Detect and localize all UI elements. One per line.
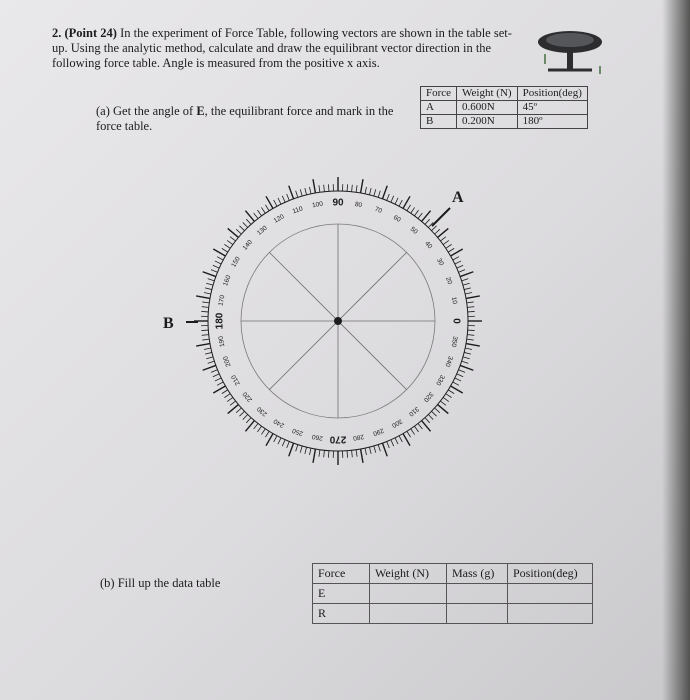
dial-tick (211, 370, 217, 373)
dial-tick (395, 198, 398, 204)
dial-tick (204, 348, 211, 349)
dial-tick (319, 185, 320, 192)
dial-tick (196, 296, 210, 298)
dial-tick (451, 386, 463, 393)
dial-tick (428, 415, 433, 420)
cell-mass[interactable] (447, 604, 508, 624)
dial-tick (261, 429, 265, 435)
dial-tick-label: 120 (272, 213, 286, 225)
dial-tick (254, 423, 258, 429)
dial-tick (239, 411, 244, 416)
cell-force: B (421, 115, 457, 129)
dial-tick (418, 213, 422, 219)
dial-tick (208, 361, 215, 363)
dial-tick (387, 442, 390, 448)
dial-tick-label: 140 (241, 238, 254, 252)
dial-tick (411, 429, 415, 435)
question-points: (Point 24) (64, 26, 117, 40)
dial-tick-label: 130 (255, 224, 269, 237)
dial-tick (296, 191, 298, 198)
dial-tick (455, 378, 461, 381)
dial-tick (204, 293, 211, 294)
dial-tick (266, 196, 273, 208)
dial-tick (274, 200, 277, 206)
dial-tick (222, 390, 228, 394)
vector-b-arrow (163, 315, 198, 332)
dial-tick-label: 200 (222, 354, 233, 368)
dial-tick (369, 447, 371, 454)
dial-tick (435, 229, 440, 234)
dial-tick (403, 196, 410, 208)
header-weight: Weight (N) (457, 87, 518, 101)
dial-tick (382, 443, 387, 456)
dial-tick (230, 401, 236, 405)
dial-tick (467, 307, 474, 308)
dial-tick (324, 450, 325, 457)
dial-tick-label: 350 (449, 335, 459, 348)
part-b: (b) Fill up the data table (100, 576, 221, 590)
dial-tick (282, 440, 285, 446)
dial-tick-label: 10 (449, 296, 459, 305)
dial-tick (213, 374, 219, 377)
dial-tick (448, 390, 454, 394)
cell-weight: 0.600N (457, 101, 518, 115)
dial-tick (365, 187, 366, 194)
dial-tick (208, 279, 215, 281)
dial-tick (467, 302, 474, 303)
force-table-apparatus-icon (538, 31, 602, 74)
dial-tick (305, 447, 307, 454)
dial-tick-label: 230 (255, 405, 269, 418)
dial-tick-label: 310 (407, 405, 421, 418)
dial-tick (265, 205, 269, 211)
dial-tick (313, 449, 315, 463)
dial-tick (289, 443, 294, 456)
part-a-bold: E (196, 104, 205, 118)
dial-tick (457, 374, 463, 377)
dial-tick (196, 344, 210, 346)
part-a-prefix: (a) Get the angle of (96, 104, 197, 118)
part-a-suffix: , the equilibrant force and mark in the force table. (96, 104, 394, 133)
vector-a-arrow (432, 189, 464, 226)
dial-tick (217, 257, 223, 260)
dial-tick (222, 248, 228, 252)
dial-tick-label: 260 (311, 432, 324, 442)
dial-tick (274, 436, 277, 442)
dial-tick (432, 226, 437, 231)
dial-tick (446, 394, 452, 398)
dial-tick (378, 191, 380, 198)
dial-tick (414, 426, 418, 432)
dial-tick-label: 190 (217, 335, 227, 348)
dial-tick (206, 357, 213, 359)
dial-tick (462, 361, 469, 363)
dial-tick (224, 244, 230, 248)
dial-tick-label: 150 (230, 255, 242, 269)
dial-tick (465, 348, 472, 349)
dial-tick (296, 445, 298, 452)
header-mass: Mass (g) (447, 564, 508, 584)
cell-weight[interactable] (370, 584, 447, 604)
dial-tick (227, 240, 233, 244)
dial-tick (213, 386, 225, 393)
dial-tick (407, 205, 411, 211)
dial-tick (202, 307, 209, 308)
dial-tick (453, 382, 459, 385)
dial-tick (265, 431, 269, 437)
dial-tick (460, 272, 473, 277)
dial-tick (211, 270, 217, 273)
dial-tick-label: 180 (214, 312, 226, 330)
dial-tick (205, 352, 212, 354)
dial-tick-label: 80 (354, 200, 363, 210)
dial-tick (202, 339, 209, 340)
dial-tick (425, 219, 430, 224)
dial-tick (305, 188, 307, 195)
dial-tick (361, 179, 363, 193)
dial-tick (206, 283, 213, 285)
dial-tick (395, 438, 398, 444)
dial-tick-label: 210 (230, 373, 242, 387)
dial-tick (399, 200, 402, 206)
dial-tick (205, 288, 212, 290)
dial-tick-label: 90 (332, 197, 344, 209)
dial-tick (455, 261, 461, 264)
dial-tick (378, 445, 380, 452)
cell-position[interactable] (508, 584, 593, 604)
center-ring-icon (334, 317, 342, 325)
dial-tick (443, 240, 449, 244)
dial-tick (230, 237, 236, 241)
dial-tick (432, 411, 437, 416)
dial-tick (287, 442, 290, 448)
dial-tick (287, 194, 290, 200)
dial-tick-label: 280 (352, 432, 365, 442)
dial-tick (459, 370, 465, 373)
page-edge-shadow (662, 0, 690, 700)
dial-tick (236, 229, 241, 234)
dial-tick (254, 213, 258, 219)
dial-tick (462, 279, 469, 281)
dial-tick (435, 408, 440, 413)
dial-tick (282, 196, 285, 202)
vector-a-label: A (452, 189, 464, 206)
dial-tick-label: 330 (434, 373, 446, 387)
dial-tick (440, 401, 446, 405)
dial-tick-label: 50 (408, 225, 419, 236)
dial-tick (451, 249, 463, 256)
dial-tick (227, 397, 233, 401)
dial-tick (446, 244, 452, 248)
dial-tick (356, 185, 357, 192)
dial-tick (425, 418, 430, 423)
dial-tick-label: 160 (222, 274, 233, 288)
dial-tick (310, 448, 311, 455)
dial-tick (382, 186, 387, 199)
cell-mass[interactable] (447, 584, 508, 604)
dial-tick (215, 378, 221, 381)
dial-tick (467, 335, 474, 336)
dial-tick (464, 288, 471, 290)
header-weight: Weight (N) (370, 564, 447, 584)
dial-tick-label: 60 (392, 214, 402, 224)
dial-tick (266, 434, 273, 446)
dial-tick-label: 70 (373, 205, 383, 215)
dial-tick-label: 110 (291, 205, 304, 216)
dial-tick (243, 415, 248, 420)
table-row (313, 604, 593, 624)
dial-tick (278, 438, 281, 444)
dial-tick (239, 226, 244, 231)
dial-tick (246, 418, 251, 423)
dial-tick-label: 240 (272, 417, 286, 429)
header-force: Force (421, 87, 457, 101)
dial-tick (246, 219, 251, 224)
dial-tick (460, 365, 473, 370)
cell-position[interactable] (508, 604, 593, 624)
cell-position: 180º (517, 115, 587, 129)
dial-tick (319, 450, 320, 457)
cell-weight: 0.200N (457, 115, 518, 129)
dial-tick-label: 20 (444, 276, 454, 286)
dial-tick-label: 170 (217, 294, 227, 307)
dial-tick (440, 237, 446, 241)
cell-force: E (313, 584, 370, 604)
vector-b-label: B (163, 315, 174, 332)
dial-tick-label: 300 (390, 417, 404, 429)
dial-tick (300, 446, 302, 453)
dial-tick (387, 194, 390, 200)
dial-tick-label: 40 (423, 240, 434, 251)
dial-tick (399, 436, 402, 442)
dial-tick (300, 189, 302, 196)
dial-tick (313, 179, 315, 193)
dial-tick (202, 335, 209, 336)
dial-tick (443, 397, 449, 401)
dial-tick (289, 186, 294, 199)
question-text: In the experiment of Force Table, following vectors are shown in the table set-up. Using the analytic method, calculate and draw the equilibrant vector direction in the following force table. Angle is measured from the positive x axis. (52, 26, 512, 70)
dial-tick-label: 270 (329, 433, 347, 445)
dial-tick (215, 261, 221, 264)
dial-tick (352, 450, 353, 457)
dial-tick-label: 30 (435, 257, 445, 267)
header-position: Position(deg) (517, 87, 587, 101)
dial-tick (224, 394, 230, 398)
dial-tick (414, 210, 418, 216)
dial-tick-label: 320 (422, 390, 435, 404)
dial-tick (467, 339, 474, 340)
data-table-header-row (313, 564, 593, 584)
dial-tick (356, 450, 357, 457)
dial-tick (407, 431, 411, 437)
dial-tick-label: 250 (291, 426, 305, 437)
dial-tick (213, 265, 219, 268)
dial-tick (391, 196, 394, 202)
dial-tick (464, 352, 471, 354)
cell-position: 45º (517, 101, 587, 115)
dial-tick (352, 185, 353, 192)
dial-tick (457, 265, 463, 268)
dial-tick (202, 302, 209, 303)
cell-weight[interactable] (370, 604, 447, 624)
dial-tick (369, 188, 371, 195)
dial-tick (257, 426, 261, 432)
dial-tick (365, 448, 366, 455)
dial-tick (261, 207, 265, 213)
dial-tick (203, 272, 216, 277)
dial-tick (418, 423, 422, 429)
dial-tick (448, 248, 454, 252)
question-number: 2. (52, 26, 62, 40)
dial-tick (466, 344, 480, 346)
dial-tick (466, 296, 480, 298)
dial-tick (374, 446, 376, 453)
dial-tick (236, 408, 241, 413)
dial-tick (391, 440, 394, 446)
cell-force: R (313, 604, 370, 624)
dial-tick-label: 100 (311, 200, 324, 210)
header-force: Force (313, 564, 370, 584)
dial-tick (310, 187, 311, 194)
dial-tick (243, 222, 248, 227)
dial-tick (459, 270, 465, 273)
dial-tick (374, 189, 376, 196)
dial-tick (453, 257, 459, 260)
dial-tick (278, 198, 281, 204)
data-table (312, 563, 593, 624)
dial-tick-label: 220 (241, 390, 254, 404)
dial-tick (213, 249, 225, 256)
dial-tick (203, 365, 216, 370)
dial-tick (324, 185, 325, 192)
dial-tick (411, 207, 415, 213)
dial-tick (217, 382, 223, 385)
dial-tick (403, 434, 410, 446)
dial-tick-label: 290 (371, 426, 385, 437)
dial-tick (465, 293, 472, 294)
dial-tick (257, 210, 261, 216)
dial-tick-label: 340 (443, 354, 454, 368)
dial-tick (463, 283, 470, 285)
dial-tick (361, 449, 363, 463)
dial-tick (463, 357, 470, 359)
cell-force: A (421, 101, 457, 115)
header-position: Position(deg) (508, 564, 593, 584)
dial-tick-label: 0 (450, 318, 462, 324)
table-row (313, 584, 593, 604)
